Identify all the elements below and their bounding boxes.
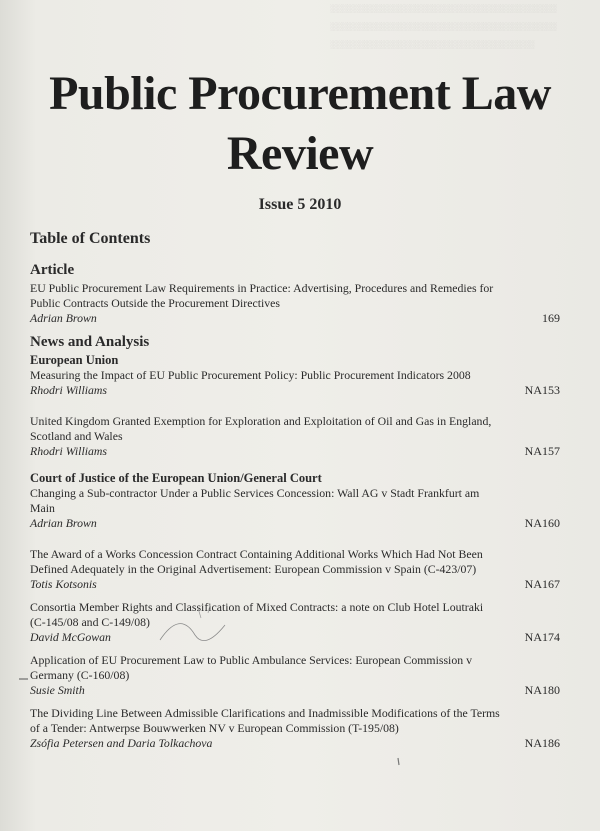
toc-entry[interactable] — [30, 653, 560, 698]
section-heading-news: News and Analysis — [30, 334, 150, 350]
entry-page: NA180 — [524, 683, 560, 697]
entry-title: Application of EU Procurement Law to Public Ambulance Services: European Commission v Germany (C-160/08) — [30, 653, 472, 682]
entry-author: Zsófia Petersen and Daria Tolkachova — [30, 736, 213, 750]
section-heading-article: Article — [30, 262, 75, 278]
subsection-heading-eu: European Union — [30, 353, 119, 367]
entry-title: Changing a Sub-contractor Under a Public Services Concession: Wall AG v Stadt Frankfurt am Main — [30, 486, 480, 515]
ink-speck — [395, 757, 403, 767]
entry-author: Adrian Brown — [30, 311, 97, 325]
journal-title-line-1: Public Procurement Law — [49, 67, 551, 120]
pen-scribble-mark — [150, 600, 240, 660]
entry-author: Susie Smith — [30, 683, 85, 697]
entry-title: Consortia Member Rights and Classification of Mixed Contracts: a note on Club Hotel Loutraki (C-145/08 and C-149/08) — [30, 600, 484, 629]
entry-author: David McGowan — [30, 630, 111, 644]
toc-heading: Table of Contents — [30, 230, 151, 247]
entry-author: Totis Kotsonis — [30, 577, 97, 591]
entry-title: Measuring the Impact of EU Public Procurement Policy: Public Procurement Indicators 2008 — [30, 368, 471, 382]
entry-author: Rhodri Williams — [30, 444, 108, 458]
entry-author: Adrian Brown — [30, 516, 97, 530]
entry-title: The Dividing Line Between Admissible Clarifications and Inadmissible Modifications of the Terms of a Tender: Antwerpse Bouwwerken NV v European Commission (T-195/08) — [30, 706, 500, 735]
issue-number: Issue 5 2010 — [258, 196, 342, 213]
entry-page: 169 — [542, 311, 560, 325]
entry-title: United Kingdom Granted Exemption for Exploration and Exploitation of Oil and Gas in England, Scotland and Wales — [30, 414, 492, 443]
toc-entry[interactable] — [30, 414, 560, 459]
toc-entry[interactable] — [30, 600, 560, 645]
journal-title-line-2: Review — [226, 127, 374, 180]
entry-page: NA167 — [524, 577, 560, 591]
bleed-through-text: ░░░░░░░░░░░░░░░░░░░░░░░░░░░░░░░░░░░░░░░░ ░░░░░░░░░░░░░░░░░░░░░░░░░░░░░░░░░░░░░░░░ ░░░░░░░░░░░░░░░░░░░░░░░░░░░░░░░░░░░░ — [330, 4, 557, 49]
entry-page: NA174 — [524, 630, 560, 644]
entry-page: NA153 — [524, 383, 560, 397]
toc-entry[interactable] — [30, 368, 560, 398]
entry-title: EU Public Procurement Law Requirements in Practice: Advertising, Procedures and Remedies for Public Contracts Outside the Procurement Directives — [30, 281, 494, 310]
entry-page: NA160 — [524, 516, 560, 530]
pen-dash-mark — [18, 676, 30, 682]
toc-entry[interactable] — [30, 547, 560, 592]
toc-entry[interactable] — [30, 486, 560, 531]
toc-entry[interactable] — [30, 706, 560, 751]
entry-author: Rhodri Williams — [30, 383, 108, 397]
entry-page: NA186 — [524, 736, 560, 750]
entry-title: The Award of a Works Concession Contract Containing Additional Works Which Had Not Been Defined Adequately in the Original Advertisement: European Commission v Spain (C-423/07) — [30, 547, 483, 576]
subsection-heading-cjeu: Court of Justice of the European Union/General Court — [30, 471, 322, 485]
toc-entry[interactable] — [30, 281, 560, 326]
table-of-contents — [30, 262, 560, 759]
entry-page: NA157 — [524, 444, 560, 458]
